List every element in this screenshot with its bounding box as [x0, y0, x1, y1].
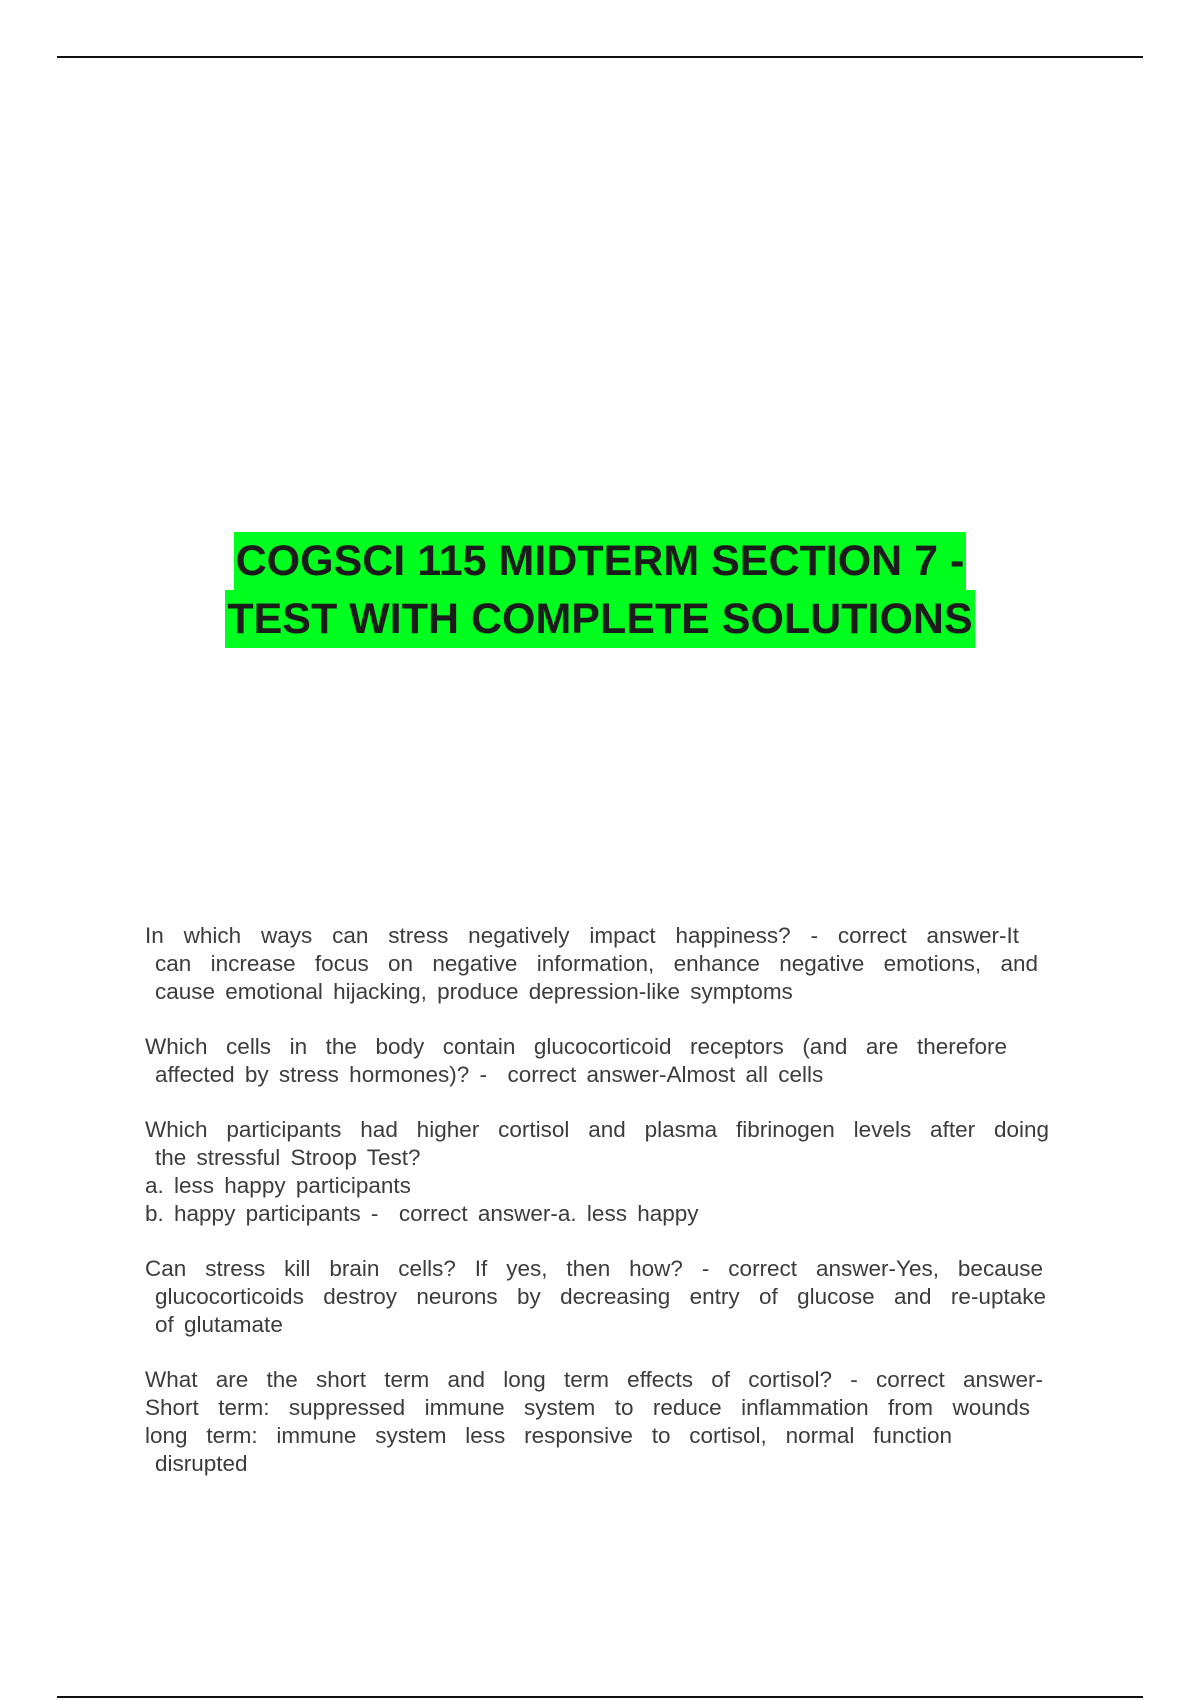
- qa-line: a. less happy participants: [145, 1173, 411, 1198]
- qa-item: [145, 1366, 1050, 1478]
- document-title: [0, 532, 1200, 648]
- qa-item: [145, 922, 1050, 1006]
- top-rule: [57, 56, 1143, 58]
- qa-line: In which ways can stress negatively impact happiness? - correct answer-It: [145, 923, 1019, 948]
- qa-item: [145, 1033, 1050, 1089]
- qa-item: [145, 1116, 1050, 1228]
- qa-line: Short term: suppressed immune system to reduce inflammation from wounds: [145, 1395, 1030, 1420]
- qa-line: can increase focus on negative information, enhance negative emotions, and: [155, 951, 1038, 976]
- qa-line: What are the short term and long term effects of cortisol? - correct answer-: [145, 1367, 1043, 1392]
- question-answer-list: [145, 922, 1050, 1505]
- qa-line: Can stress kill brain cells? If yes, then how? - correct answer-Yes, because: [145, 1256, 1043, 1281]
- qa-line: Which participants had higher cortisol and plasma fibrinogen levels after doing: [145, 1117, 1049, 1142]
- title-line-1: COGSCI 115 MIDTERM SECTION 7 -: [234, 532, 967, 590]
- qa-line: b. happy participants - correct answer-a. less happy: [145, 1201, 699, 1226]
- qa-line: cause emotional hijacking, produce depression-like symptoms: [155, 979, 793, 1004]
- qa-line: disrupted: [155, 1451, 248, 1476]
- qa-line: of glutamate: [155, 1312, 283, 1337]
- qa-line: long term: immune system less responsive to cortisol, normal function: [145, 1423, 952, 1448]
- qa-item: [145, 1255, 1050, 1339]
- qa-line: glucocorticoids destroy neurons by decreasing entry of glucose and re-uptake: [155, 1284, 1046, 1309]
- qa-line: affected by stress hormones)? - correct answer-Almost all cells: [155, 1062, 824, 1087]
- qa-line: Which cells in the body contain glucocorticoid receptors (and are therefore: [145, 1034, 1007, 1059]
- title-line-2: TEST WITH COMPLETE SOLUTIONS: [225, 590, 974, 648]
- bottom-rule: [57, 1696, 1143, 1698]
- qa-line: the stressful Stroop Test?: [155, 1145, 421, 1170]
